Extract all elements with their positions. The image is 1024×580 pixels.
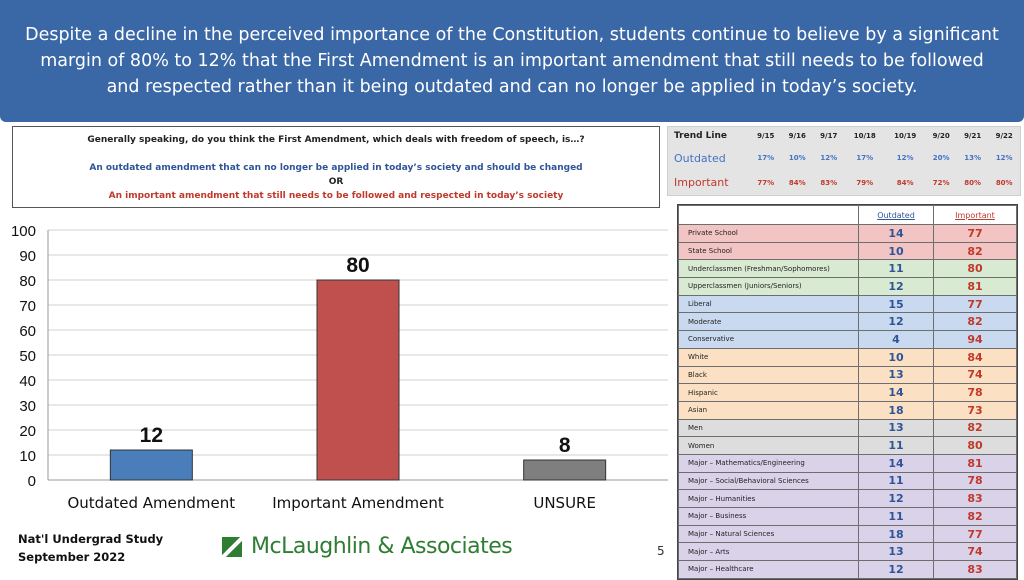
data-label: 80: [346, 254, 370, 277]
trend-line-table: [667, 126, 1021, 196]
demo-row: [679, 472, 1017, 490]
headline: Despite a decline in the perceived importance of the Constitution, students continue to believe by a significant margin of 80% to 12% that the First Amendment is an important amendment that still needs to be followed and respected rather than it being outdated and can no longer be applied in today’s society.: [25, 25, 999, 97]
y-tick-label: 0: [27, 473, 36, 490]
trend-value: 84%: [788, 178, 806, 187]
trend-value: 77%: [757, 178, 775, 187]
demo-row: [679, 295, 1017, 313]
demo-row-label: Conservative: [679, 331, 859, 349]
demo-important-value: 80: [934, 260, 1017, 278]
trend-label: Trend Line: [674, 131, 728, 142]
demo-row: [679, 384, 1017, 402]
trend-date: 9/21: [964, 132, 982, 141]
trend-row-outdated: [668, 146, 1020, 171]
demo-outdated-value: 11: [859, 437, 934, 455]
data-label: 12: [139, 424, 164, 447]
col-important: Important: [934, 206, 1017, 225]
demo-row-label: Liberal: [679, 295, 859, 313]
x-tick-label: Outdated Amendment: [67, 494, 236, 512]
y-tick-label: 20: [19, 423, 36, 440]
y-tick-label: 50: [19, 348, 36, 365]
trend-value: 20%: [932, 154, 950, 163]
y-tick-label: 100: [10, 223, 36, 240]
demo-row: [679, 260, 1017, 278]
demo-row-label: White: [679, 348, 859, 366]
demo-important-value: 78: [934, 472, 1017, 490]
demo-outdated-value: 11: [859, 260, 934, 278]
x-tick-label: Important Amendment: [272, 494, 444, 512]
demo-outdated-value: 10: [859, 348, 934, 366]
demo-row: [679, 401, 1017, 419]
trend-row-important: [668, 170, 1020, 195]
demo-important-value: 77: [934, 225, 1017, 243]
demo-row-label: Private School: [679, 225, 859, 243]
demo-row-label: Black: [679, 366, 859, 384]
demographics-table: [677, 204, 1018, 580]
demo-row: [679, 490, 1017, 508]
y-tick-label: 70: [19, 298, 36, 315]
demo-important-value: 82: [934, 242, 1017, 260]
demo-outdated-value: 14: [859, 384, 934, 402]
demo-outdated-value: 18: [859, 401, 934, 419]
demo-row: [679, 278, 1017, 296]
demo-row-label: Hispanic: [679, 384, 859, 402]
demo-important-value: 73: [934, 401, 1017, 419]
demo-header-row: [679, 206, 1017, 225]
trend-value: 12%: [995, 154, 1013, 163]
demo-row-label: Underclassmen (Freshman/Sophomores): [679, 260, 859, 278]
col-outdated: Outdated: [859, 206, 934, 225]
demo-important-value: 94: [934, 331, 1017, 349]
bar: [524, 460, 606, 480]
demo-header-blank: [679, 206, 859, 225]
demo-row-label: Major – Arts: [679, 543, 859, 561]
demo-row: [679, 508, 1017, 526]
page-number: 5: [657, 544, 665, 558]
demo-row-label: Moderate: [679, 313, 859, 331]
trend-date: 10/19: [894, 132, 917, 141]
trend-date: 9/20: [932, 132, 950, 141]
trend-value: 84%: [896, 178, 914, 187]
demo-outdated-value: 12: [859, 490, 934, 508]
demo-outdated-value: 13: [859, 366, 934, 384]
demo-important-value: 81: [934, 278, 1017, 296]
demo-important-value: 82: [934, 313, 1017, 331]
demo-outdated-value: 13: [859, 543, 934, 561]
footer-study: [18, 530, 163, 566]
logo-icon: [222, 537, 242, 557]
demo-outdated-value: 14: [859, 454, 934, 472]
demo-outdated-value: 10: [859, 242, 934, 260]
trend-date: 9/22: [995, 132, 1013, 141]
demo-row-label: Upperclassmen (Juniors/Seniors): [679, 278, 859, 296]
demo-row: [679, 454, 1017, 472]
demo-row-label: Major – Natural Sciences: [679, 525, 859, 543]
trend-value: 80%: [964, 178, 982, 187]
demo-row: [679, 437, 1017, 455]
demo-outdated-value: 15: [859, 295, 934, 313]
demo-outdated-value: 4: [859, 331, 934, 349]
demo-row: [679, 331, 1017, 349]
bar: [317, 280, 399, 480]
demo-outdated-value: 13: [859, 419, 934, 437]
trend-value: 17%: [757, 154, 775, 163]
slide-header: [0, 0, 1024, 122]
question-text: Generally speaking, do you think the First Amendment, which deals with freedom of speech, is…?: [87, 135, 585, 145]
demo-important-value: 84: [934, 348, 1017, 366]
trend-value: 80%: [995, 178, 1013, 187]
demo-row-label: Asian: [679, 401, 859, 419]
demo-important-value: 83: [934, 490, 1017, 508]
trend-value: 72%: [932, 178, 950, 187]
demo-row: [679, 543, 1017, 561]
option-or: OR: [328, 177, 344, 187]
trend-value: 10%: [788, 154, 806, 163]
demo-row-label: Men: [679, 419, 859, 437]
trend-value: 12%: [896, 154, 914, 163]
demo-important-value: 83: [934, 561, 1017, 579]
y-tick-label: 40: [19, 373, 36, 390]
demo-outdated-value: 11: [859, 472, 934, 490]
study-name: Nat'l Undergrad Study: [18, 532, 164, 546]
y-tick-label: 80: [19, 273, 36, 290]
trend-value: 13%: [964, 154, 982, 163]
trend-value: 12%: [820, 154, 838, 163]
demo-important-value: 82: [934, 419, 1017, 437]
demo-important-value: 74: [934, 366, 1017, 384]
demo-important-value: 82: [934, 508, 1017, 526]
demo-outdated-value: 12: [859, 278, 934, 296]
y-tick-label: 90: [19, 248, 36, 265]
demo-row-label: Major – Healthcare: [679, 561, 859, 579]
demo-outdated-value: 14: [859, 225, 934, 243]
demo-important-value: 77: [934, 525, 1017, 543]
study-date: September 2022: [18, 550, 126, 564]
option-outdated: An outdated amendment that can no longer be applied in today’s society and should be changed: [89, 163, 583, 173]
demo-row: [679, 225, 1017, 243]
demo-outdated-value: 12: [859, 313, 934, 331]
trend-value: 17%: [856, 154, 874, 163]
trend-date: 9/15: [757, 132, 775, 141]
y-tick-label: 30: [19, 398, 36, 415]
option-important: An important amendment that still needs to be followed and respected in today’s society: [108, 191, 564, 201]
data-label: 8: [558, 434, 571, 457]
logo-text: McLaughlin & Associates: [251, 534, 513, 559]
trend-row-label: Outdated: [674, 151, 726, 165]
trend-value: 83%: [820, 178, 838, 187]
trend-date: 9/17: [820, 132, 838, 141]
demo-row: [679, 419, 1017, 437]
demo-row: [679, 348, 1017, 366]
question-box: [12, 126, 660, 208]
bar-chart: [0, 212, 672, 522]
x-tick-label: UNSURE: [533, 494, 596, 512]
trend-date: 9/16: [788, 132, 806, 141]
demo-important-value: 81: [934, 454, 1017, 472]
demo-row-label: Major – Social/Behavioral Sciences: [679, 472, 859, 490]
demo-row: [679, 525, 1017, 543]
bar: [110, 450, 192, 480]
y-tick-label: 10: [19, 448, 36, 465]
demo-row-label: State School: [679, 242, 859, 260]
demo-important-value: 78: [934, 384, 1017, 402]
demo-outdated-value: 18: [859, 525, 934, 543]
demo-important-value: 74: [934, 543, 1017, 561]
y-tick-label: 60: [19, 323, 36, 340]
demo-outdated-value: 11: [859, 508, 934, 526]
trend-row-label: Important: [674, 176, 729, 190]
trend-value: 79%: [856, 178, 874, 187]
demo-important-value: 77: [934, 295, 1017, 313]
demo-row: [679, 313, 1017, 331]
demo-important-value: 80: [934, 437, 1017, 455]
demo-row: [679, 242, 1017, 260]
company-logo: [222, 534, 512, 559]
demo-row-label: Major – Humanities: [679, 490, 859, 508]
demo-row: [679, 366, 1017, 384]
demo-row-label: Women: [679, 437, 859, 455]
trend-header-row: [668, 127, 1020, 146]
demo-row-label: Major – Mathematics/Engineering: [679, 454, 859, 472]
trend-date: 10/18: [853, 132, 876, 141]
demo-outdated-value: 12: [859, 561, 934, 579]
demo-row-label: Major – Business: [679, 508, 859, 526]
